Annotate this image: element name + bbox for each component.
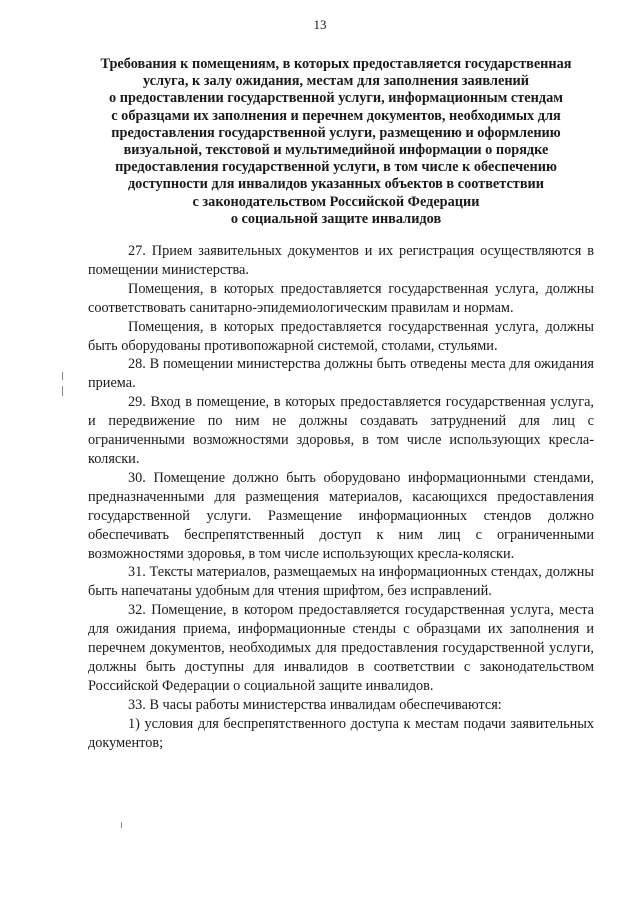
scan-mark <box>62 372 63 380</box>
heading-line: визуальной, текстовой и мультимедийной информации о порядке <box>123 142 549 159</box>
heading-line: предоставления государственной услуги, размещению и оформлению <box>111 124 561 141</box>
paragraph-premises-sanitary: Помещения, в которых предоставляется государственная услуга, должны соответствовать санитарно-эпидемиологическим правилам и нормам. <box>88 280 594 316</box>
scan-mark <box>62 386 63 396</box>
paragraph-30: 30. Помещение должно быть оборудовано информационными стендами, предназначенными для размещения материалов, касающихся предоставления государственной услуги. Размещение информационных стендов должно обеспечивать беспрепятственный доступ к ним лиц с ограниченными возможностями здоровья, в том числе использующих кресла-коляски. <box>88 469 594 562</box>
heading-line: о социальной защите инвалидов <box>230 210 442 227</box>
paragraph-27: 27. Прием заявительных документов и их регистрация осуществляются в помещении министерства. <box>88 243 594 278</box>
paragraph-33-item-1: 1) условия для беспрепятственного доступа к местам подачи заявительных документов; <box>88 715 594 751</box>
heading-line: услуга, к залу ожидания, местам для заполнения заявлений <box>142 73 530 90</box>
paragraph-31: 31. Тексты материалов, размещаемых на информационных стендах, должны быть напечатаны удобным для чтения шрифтом, без исправлений. <box>88 564 594 600</box>
page-number: 13 <box>313 17 327 32</box>
paragraph-33: 33. В часы работы министерства инвалидам обеспечиваются: <box>128 696 502 713</box>
heading-line: о предоставлении государственной услуги, информационным стендам <box>108 90 563 107</box>
section-heading <box>80 56 592 228</box>
heading-line: предоставления государственной услуги, в том числе к обеспечению <box>115 159 557 176</box>
paragraph-29: 29. Вход в помещение, в которых предоставляется государственная услуга, и передвижение по ним не должны создавать затруднений для лиц с ограниченными возможностями здоровья, в том числе использующих кресла-коляски. <box>88 394 594 467</box>
paragraph-28: 28. В помещении министерства должны быть отведены места для ожидания приема. <box>88 356 594 392</box>
document-body <box>88 242 594 752</box>
heading-line: доступности для инвалидов указанных объектов в соответствии <box>127 176 545 193</box>
paragraph-premises-equipment: Помещения, в которых предоставляется государственная услуга, должны быть оборудованы противопожарной системой, столами, стульями. <box>88 318 594 354</box>
scan-mark <box>121 822 122 828</box>
paragraph-32: 32. Помещение, в котором предоставляется государственная услуга, места для ожидания приема, информационные стенды с образцами их заполнения и перечнем документов, необходимых для предоставления государственной услуги, должны быть доступны для инвалидов в соответствии с законодательством Российской Федерации о социальной защите инвалидов. <box>88 602 594 694</box>
heading-line: с образцами их заполнения и перечнем документов, необходимых для <box>111 107 561 124</box>
heading-line: с законодательством Российской Федерации <box>192 193 480 210</box>
heading-line: Требования к помещениям, в которых предоставляется государственная <box>100 56 572 72</box>
